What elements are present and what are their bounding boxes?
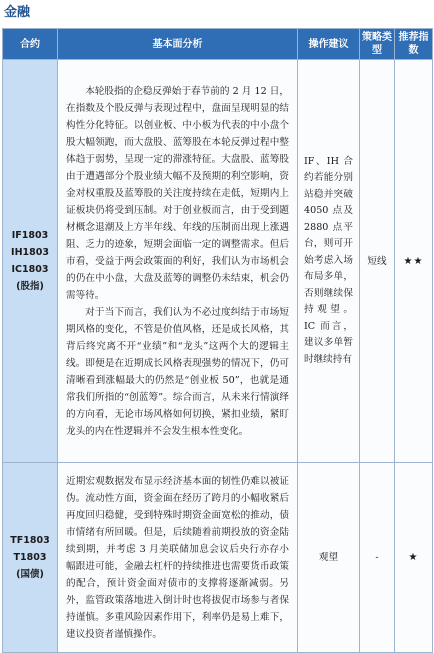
advice-cell: 观望 — [298, 463, 360, 653]
contract-category: (国债) — [16, 569, 44, 580]
analysis-paragraph: 对于当下而言，我们认为不必过度纠结于市场短期风格的变化，不管是价值风格，还是成长风格，其背后终究离不开“业绩”和“龙头”这两个大的逻辑主线。即便是在近期成长风格表现强势的情况下，仍可清晰看到涨幅最大的仍然是“创业板 50”，也就是通常我们所指的“创蓝筹”。综合而言，从未来行情演绎的方向看，无论市场风格如何切换，紧扣业绩，紧盯龙头的内在性逻辑并不会发生根本性变化。 — [66, 306, 289, 437]
analysis-cell — [58, 60, 298, 463]
advice-cell: IF、IH 合约若能分别站稳并突破 4050 点及 2880 点平台，则可开始考虑入场布局多单，否则继续保持观望。IC 而言，建议多单暂时继续持有 — [298, 60, 360, 463]
contract-code: TF1803 — [10, 535, 50, 546]
strategy-table — [2, 28, 433, 653]
contract-cell — [3, 60, 58, 463]
contract-cell — [3, 463, 58, 653]
header-rating: 推荐指数 — [395, 29, 433, 60]
contract-category: (股指) — [16, 281, 44, 292]
rating-cell — [395, 60, 433, 463]
contract-code: T1803 — [13, 552, 47, 563]
strategy-type-cell: - — [360, 463, 395, 653]
analysis-paragraph: 近期宏观数据发布显示经济基本面的韧性仍难以被证伪。流动性方面，资金面在经历了跨月的小幅收紧后再度回归稳健，受到特殊时期资金面宽松的推动，债市情绪有所回暖。但是，后续随着前期投放的资金陆续到期，并考虑 3 月美联储加息会议后央行亦存小幅跟进可能，金融去杠杆的持续推进也需要货币政策的配合，预计资金面对债市的支撑将逐渐减弱。另外，监管政策落地进入倒计时也将拔促市场参与者保持谨慎。多重风险因素作用下，利率仍是易上难下，建议投资者谨慎操作。 — [66, 475, 289, 640]
table-header-row — [3, 29, 433, 60]
contract-code: IH1803 — [11, 247, 49, 258]
header-advice: 操作建议 — [298, 29, 360, 60]
table-row — [3, 60, 433, 463]
star-rating-icon: ★ — [408, 552, 419, 563]
analysis-paragraph: 本轮股指的企稳反弹始于春节前的 2 月 12 日，在指数及个股反弹与表现过程中，盘面呈现明显的结构性分化特征。以创业板、中小板为代表的中小盘个股大幅领跑，而大盘股、蓝筹股在本轮反弹过程中整体趋于弱势，呈现一定的滞涨特征。大盘股、蓝筹股由于遭遇部分个股业绩大幅不及预期的利空影响，资金对权重股及蓝筹股的关注度持续在走低，短期内上证板块仍将受到压制。对于创业板而言，由于受到题材概念退潮及上方半年线、年线的压制而出现上涨遇阻、乏力的迹象，短期会面临一定的调整需求。但后市看，受益于两会政策面的利好，我们认为市场机会的仍在中小盘，大盘及蓝筹的调整仍未结束，机会仍需等待。 — [66, 85, 289, 301]
table-row — [3, 463, 433, 653]
analysis-cell — [58, 463, 298, 653]
header-strategy-type: 策略类型 — [360, 29, 395, 60]
section-title: 金融 — [4, 5, 31, 20]
contract-code: IF1803 — [11, 230, 49, 241]
header-analysis: 基本面分析 — [58, 29, 298, 60]
header-contract: 合约 — [3, 29, 58, 60]
strategy-type-cell: 短线 — [360, 60, 395, 463]
contract-code: IC1803 — [11, 264, 49, 275]
rating-cell — [395, 463, 433, 653]
star-rating-icon: ★★ — [403, 255, 424, 267]
